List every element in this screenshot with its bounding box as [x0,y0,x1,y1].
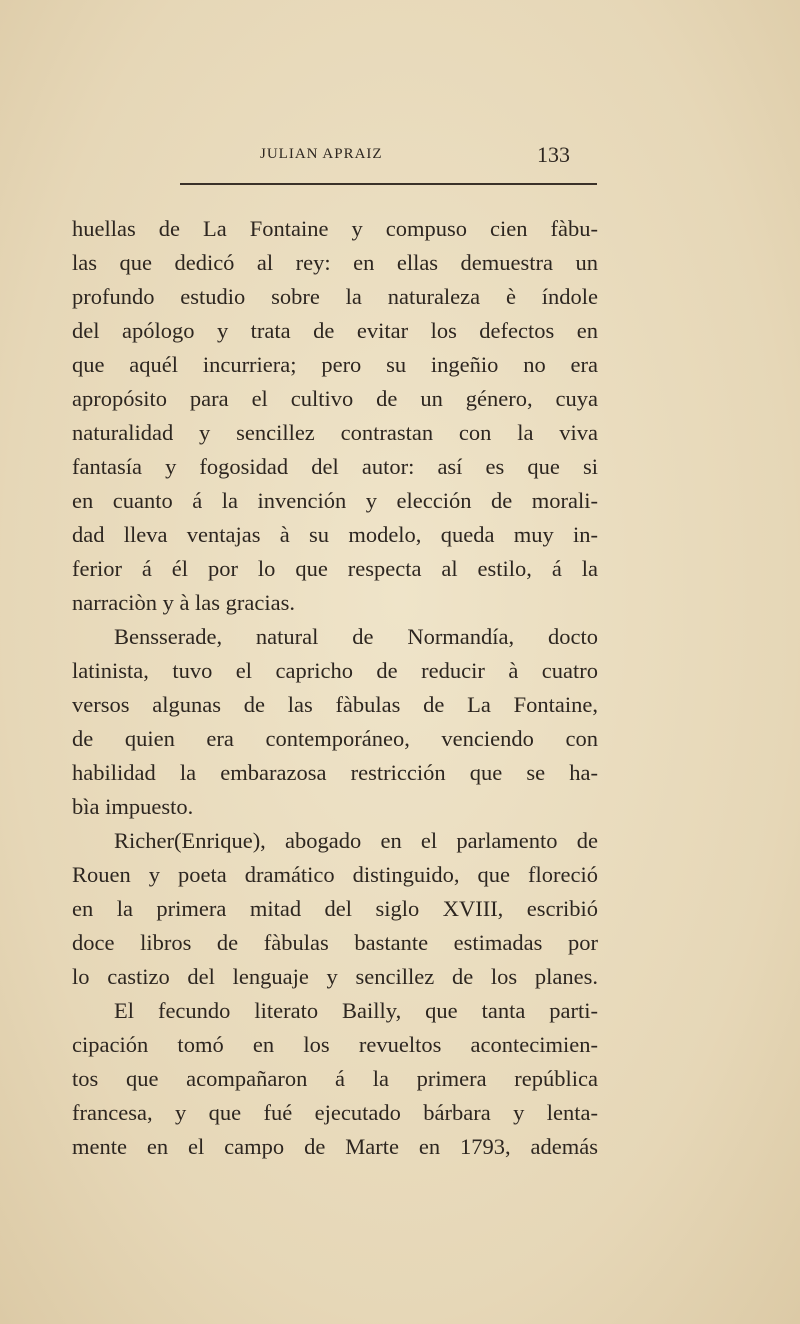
text-line: en la primera mitad del siglo XVIII, escribió [72,896,598,921]
text-line: apropósito para el cultivo de un género, cuya [72,386,598,411]
text-line: Rouen y poeta dramático distinguido, que floreció [72,862,598,887]
text-line: doce libros de fàbulas bastante estimadas por [72,930,598,955]
header-rule [180,183,597,185]
text-line: francesa, y que fué ejecutado bárbara y lenta- [72,1100,598,1125]
text-line: profundo estudio sobre la naturaleza è índole [72,284,598,309]
text-line: mente en el campo de Marte en 1793, además [72,1134,598,1159]
text-line: ferior á él por lo que respecta al estilo, á la [72,556,598,581]
text-line: que aquél incurriera; pero su ingeñio no era [72,352,598,377]
body-text [72,212,598,1164]
text-line: dad lleva ventajas à su modelo, queda muy in- [72,522,598,547]
running-title: JULIAN APRAIZ [260,146,383,162]
page-number: 133 [537,142,570,167]
text-line: las que dedicó al rey: en ellas demuestra un [72,250,598,275]
text-line: Richer(Enrique), abogado en el parlamento de [114,828,598,853]
text-line: de quien era contemporáneo, venciendo con [72,726,598,751]
text-line: habilidad la embarazosa restricción que se ha- [72,760,598,785]
text-line: lo castizo del lenguaje y sencillez de los planes. [72,964,598,989]
text-line: tos que acompañaron á la primera república [72,1066,598,1091]
text-line: naturalidad y sencillez contrastan con la viva [72,420,598,445]
text-line: bìa impuesto. [72,794,194,819]
text-line: del apólogo y trata de evitar los defectos en [72,318,598,343]
text-line: fantasía y fogosidad del autor: así es que si [72,454,598,479]
text-line: narraciòn y à las gracias. [72,590,296,615]
text-line: en cuanto á la invención y elección de morali- [72,488,598,513]
text-line: latinista, tuvo el capricho de reducir à cuatro [72,658,598,683]
text-line: Bensserade, natural de Normandía, docto [114,624,598,649]
text-line: El fecundo literato Bailly, que tanta parti- [114,998,598,1023]
running-header [180,142,598,172]
text-line: cipación tomó en los revueltos acontecimien- [72,1032,598,1057]
text-line: huellas de La Fontaine y compuso cien fàbu- [72,216,598,241]
text-line: versos algunas de las fàbulas de La Fontaine, [72,692,598,717]
